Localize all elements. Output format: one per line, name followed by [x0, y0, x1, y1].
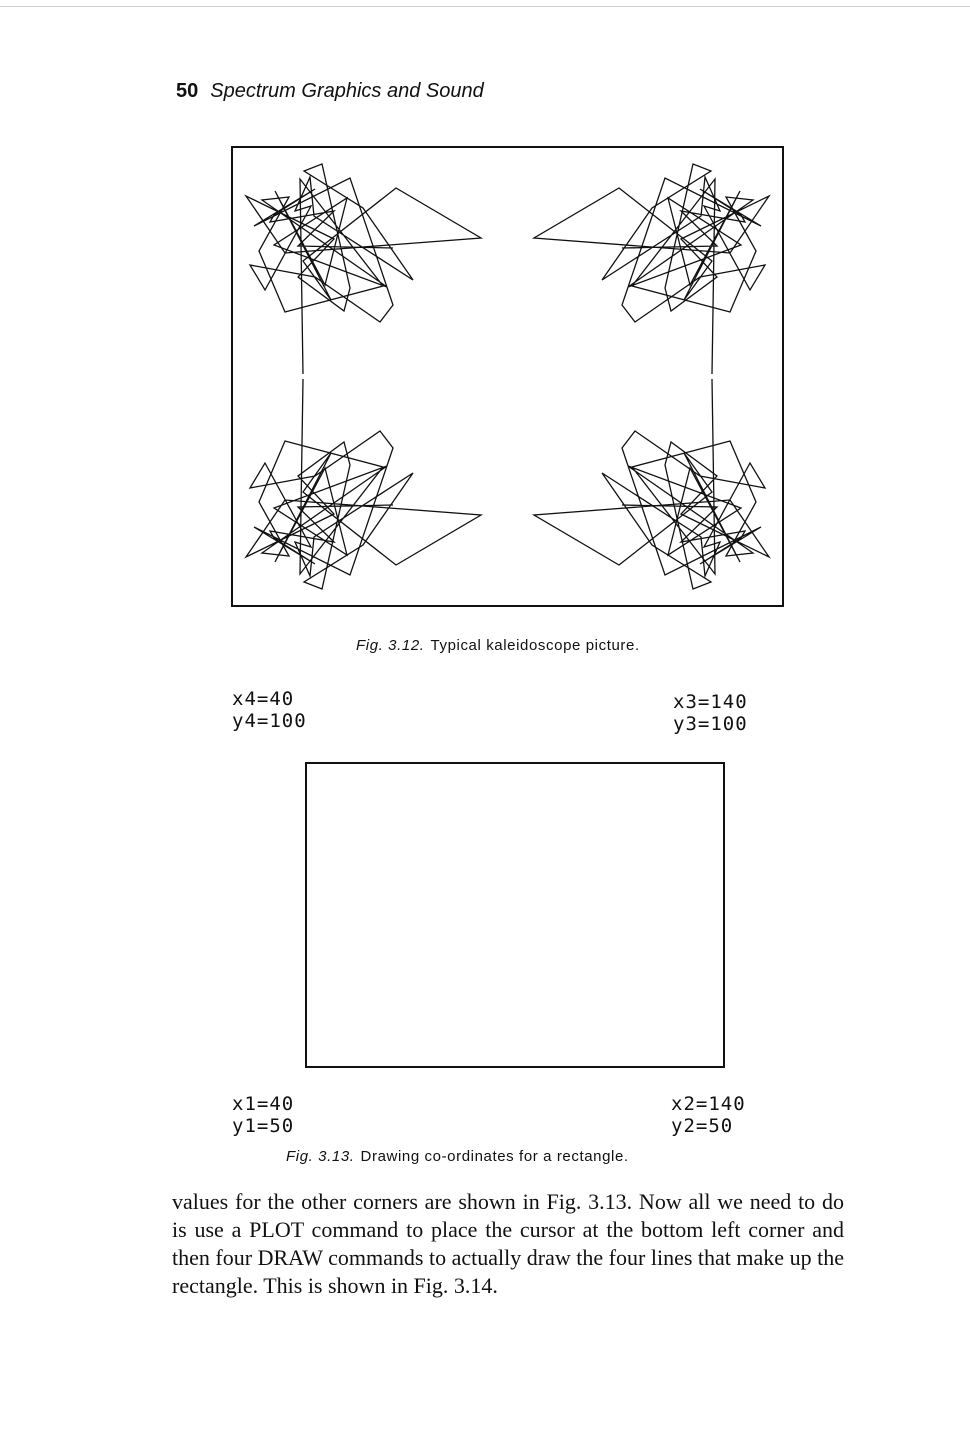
y4-label: y4=100 [232, 710, 307, 732]
corner-label-bottom-left [232, 1093, 294, 1137]
kaleidoscope-figure [231, 146, 784, 607]
x1-label: x1=40 [232, 1093, 295, 1115]
y1-label: y1=50 [232, 1115, 295, 1137]
page-number: 50 [176, 80, 199, 102]
figure-3-13-caption [286, 1148, 629, 1165]
corner-label-top-right [673, 691, 748, 735]
rectangle-outline [305, 762, 725, 1068]
kaleidoscope-quadrant-2 [534, 164, 769, 374]
figure-3-12-number: Fig. 3.12. [356, 637, 425, 654]
y3-label: y3=100 [673, 713, 748, 735]
figure-3-13-text: Drawing co-ordinates for a rectangle. [360, 1148, 629, 1165]
x3-label: x3=140 [673, 691, 748, 713]
book-title: Spectrum Graphics and Sound [210, 80, 484, 102]
kaleidoscope-quadrant-3 [246, 379, 481, 589]
kaleidoscope-quadrant-4 [534, 379, 769, 589]
kaleidoscope-drawing [233, 148, 782, 605]
corner-label-bottom-right [671, 1093, 746, 1137]
body-paragraph: values for the other corners are shown in Fig. 3.13. Now all we need to do is use a PLOT command to place the cursor at the bottom left corner and then four DRAW commands to actually draw the four lines that make up the rectangle. This is shown in Fig. 3.14. [172, 1189, 844, 1298]
y2-label: y2=50 [671, 1115, 734, 1137]
corner-label-top-left [232, 688, 307, 732]
x4-label: x4=40 [232, 688, 295, 710]
page-top-rule [0, 6, 970, 7]
running-head [176, 80, 484, 103]
figure-3-12-text: Typical kaleidoscope picture. [430, 637, 640, 654]
figure-3-12-caption [356, 637, 640, 654]
body-text [172, 1188, 844, 1300]
figure-3-13-number: Fig. 3.13. [286, 1148, 355, 1165]
x2-label: x2=140 [671, 1093, 746, 1115]
kaleidoscope-quadrant-1 [246, 164, 481, 374]
